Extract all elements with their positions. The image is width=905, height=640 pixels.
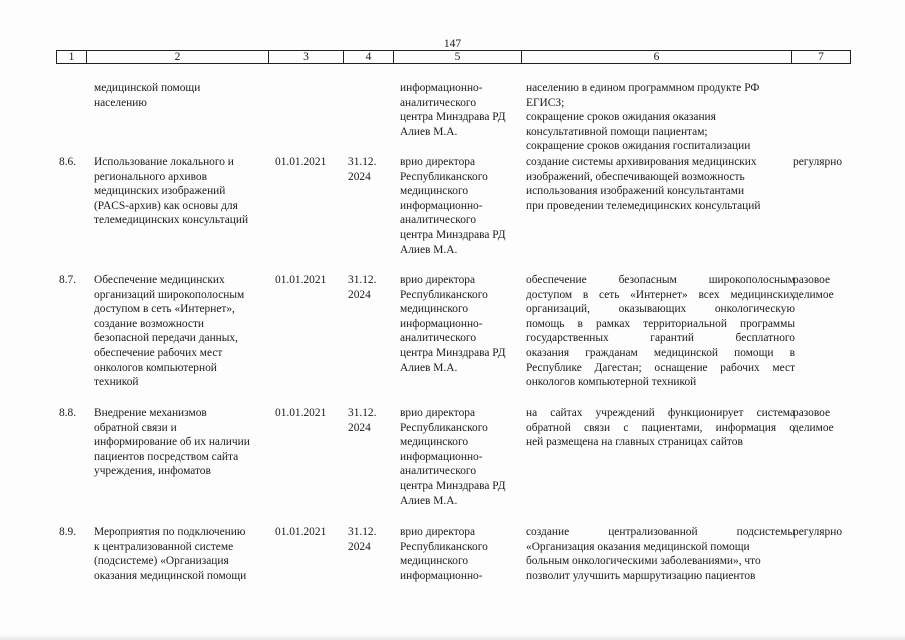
text-line: консультативной помощи пациентам; — [526, 125, 708, 138]
measure-name-cell — [94, 406, 250, 479]
text-line: регулярно — [793, 526, 843, 538]
text-line: «Организация оказания медицинской помощи — [526, 540, 750, 553]
text-line: онкологов компьютерной — [94, 361, 217, 374]
page-number: 147 — [443, 38, 462, 50]
end-date-cell — [348, 273, 376, 302]
column-header-4: 4 — [343, 51, 393, 64]
result-cell — [526, 81, 759, 154]
responsible-cell — [400, 273, 506, 375]
responsible-cell — [400, 155, 506, 257]
text-line: создание централизованной подсистемы — [526, 526, 795, 538]
row-number: 8.8. — [59, 407, 77, 419]
text-line: медицинского — [400, 555, 469, 568]
column-header-1: 1 — [56, 51, 86, 64]
scan-edge-shadow — [0, 634, 905, 640]
text-line: оказания медицинской помощи — [94, 569, 247, 582]
text-line: информационно- — [400, 82, 483, 94]
text-line: доступом в сеть «Интернет» всех медицинских — [526, 288, 795, 301]
text-line: создание системы архивирования медицинских — [526, 156, 757, 168]
text-line: ЕГИСЗ; — [526, 96, 565, 109]
text-line: Обеспечение медицинских — [94, 274, 225, 286]
start-date-cell: 01.01.2021 — [275, 156, 327, 168]
text-line: медицинских изображений — [94, 185, 226, 198]
responsible-cell — [400, 406, 506, 508]
text-line: больным онкологическими заболеваниями», что — [526, 555, 761, 568]
text-line: делимое — [793, 421, 834, 434]
text-line: медицинского — [400, 303, 469, 316]
column-header-row — [56, 50, 851, 65]
text-line: обратной связи и — [94, 421, 177, 434]
measure-name-cell — [94, 525, 246, 583]
text-line: Алиев М.А. — [400, 494, 458, 507]
text-line: (подсистеме) «Организация — [94, 555, 229, 568]
text-line: Республиканского — [400, 540, 488, 553]
column-header-2: 2 — [86, 51, 268, 64]
row-number: 8.7. — [59, 274, 77, 286]
end-date-cell — [348, 406, 376, 435]
responsible-cell — [400, 81, 506, 139]
text-line: аналитического — [400, 332, 477, 345]
measure-name-cell — [94, 155, 248, 228]
text-line: населению — [94, 96, 147, 109]
text-line: медицинского — [400, 436, 469, 449]
text-line: центра Минздрава РД — [400, 479, 506, 492]
text-line: аналитического — [400, 96, 477, 109]
measure-name-cell — [94, 81, 200, 110]
text-line: оказания гражданам медицинской помощи в — [526, 346, 795, 359]
text-line: государственных гарантий бесплатного — [526, 332, 795, 345]
text-line: Алиев М.А. — [400, 125, 458, 138]
text-line: населению в едином программном продукте РФ — [526, 82, 760, 94]
column-header-7: 7 — [791, 51, 851, 64]
text-line: учреждения, инфоматов — [94, 465, 211, 478]
text-line: помощь в рамках территориальной программы — [526, 317, 795, 330]
text-line: на сайтах учреждений функционирует система — [526, 407, 795, 419]
text-line: (PACS-архив) как основы для — [94, 199, 238, 212]
end-date-cell — [348, 525, 376, 554]
column-header-3: 3 — [268, 51, 343, 64]
text-line: медицинской помощи — [94, 82, 201, 94]
row-number: 8.9. — [59, 526, 77, 538]
column-header-6: 6 — [521, 51, 791, 64]
text-line: обратной связи с пациентами, информация о — [526, 421, 795, 434]
text-line: врио директора — [400, 407, 476, 419]
result-cell — [526, 273, 795, 390]
text-line: 31.12. — [348, 407, 377, 419]
text-line: информирование об их наличии — [94, 436, 250, 449]
text-line: позволит улучшить маршрутизацию пациентов — [526, 569, 756, 582]
text-line: обеспечение безопасным широкополосным — [526, 274, 795, 286]
text-line: 2024 — [348, 288, 371, 301]
text-line: врио директора — [400, 156, 476, 168]
text-line: регулярно — [793, 156, 843, 168]
result-cell — [526, 525, 795, 583]
text-line: врио директора — [400, 274, 476, 286]
text-line: доступом в сеть «Интернет», — [94, 303, 235, 316]
text-line: регионального архивов — [94, 170, 207, 183]
text-line: информационно- — [400, 199, 483, 212]
text-line: 31.12. — [348, 274, 377, 286]
end-date-cell — [348, 155, 376, 184]
text-line: сокращение сроков ожидания госпитализации — [526, 140, 751, 153]
text-line: Использование локального и — [94, 156, 234, 168]
text-line: к централизованной системе — [94, 540, 234, 553]
text-line: врио директора — [400, 526, 476, 538]
type-cell — [793, 155, 842, 170]
text-line: Алиев М.А. — [400, 361, 458, 374]
text-line: при проведении телемедицинских консультаций — [526, 199, 761, 212]
text-line: центра Минздрава РД — [400, 346, 506, 359]
text-line: разовое — [793, 274, 831, 286]
text-line: 2024 — [348, 421, 371, 434]
text-line: обеспечение рабочих мест — [94, 346, 223, 359]
text-line: сокращение сроков ожидания оказания — [526, 111, 716, 124]
text-line: Внедрение механизмов — [94, 407, 207, 419]
text-line: безопасной передачи данных, — [94, 332, 238, 345]
type-cell — [793, 273, 834, 302]
text-line: 31.12. — [348, 156, 377, 168]
text-line: 2024 — [348, 170, 371, 183]
text-line: создание возможности — [94, 317, 205, 330]
text-line: Республиканского — [400, 421, 488, 434]
column-header-5: 5 — [393, 51, 521, 64]
row-number: 8.6. — [59, 156, 77, 168]
text-line: организаций, оказывающих онкологическую — [526, 303, 795, 316]
text-line: медицинского — [400, 185, 469, 198]
text-line: Алиев М.А. — [400, 243, 458, 256]
text-line: аналитического — [400, 214, 477, 227]
start-date-cell: 01.01.2021 — [275, 407, 327, 419]
start-date-cell: 01.01.2021 — [275, 526, 327, 538]
text-line: информационно- — [400, 450, 483, 463]
text-line: делимое — [793, 288, 834, 301]
text-line: информационно- — [400, 317, 483, 330]
responsible-cell — [400, 525, 488, 583]
result-cell — [526, 155, 760, 213]
text-line: ней размещена на главных страницах сайтов — [526, 436, 743, 449]
start-date-cell: 01.01.2021 — [275, 274, 327, 286]
type-cell — [793, 525, 842, 540]
measure-name-cell — [94, 273, 244, 390]
text-line: центра Минздрава РД — [400, 228, 506, 241]
text-line: аналитического — [400, 465, 477, 478]
text-line: 31.12. — [348, 526, 377, 538]
text-line: 2024 — [348, 540, 371, 553]
text-line: информационно- — [400, 569, 483, 582]
text-line: изображений, обеспечивающей возможность — [526, 170, 745, 183]
text-line: использования изображений консультантами — [526, 185, 745, 198]
text-line: организаций широкополосным — [94, 288, 245, 301]
text-line: Республиканского — [400, 170, 488, 183]
result-cell — [526, 406, 795, 450]
text-line: пациентов посредством сайта — [94, 450, 239, 463]
text-line: техникой — [94, 376, 139, 389]
text-line: Республике Дагестан; оснащение рабочих мест — [526, 361, 795, 374]
text-line: центра Минздрава РД — [400, 111, 506, 124]
type-cell — [793, 406, 834, 435]
text-line: онкологов компьютерной техникой — [526, 376, 697, 389]
text-line: разовое — [793, 407, 831, 419]
text-line: телемедицинских консультаций — [94, 214, 249, 227]
text-line: Республиканского — [400, 288, 488, 301]
text-line: Мероприятия по подключению — [94, 526, 246, 538]
